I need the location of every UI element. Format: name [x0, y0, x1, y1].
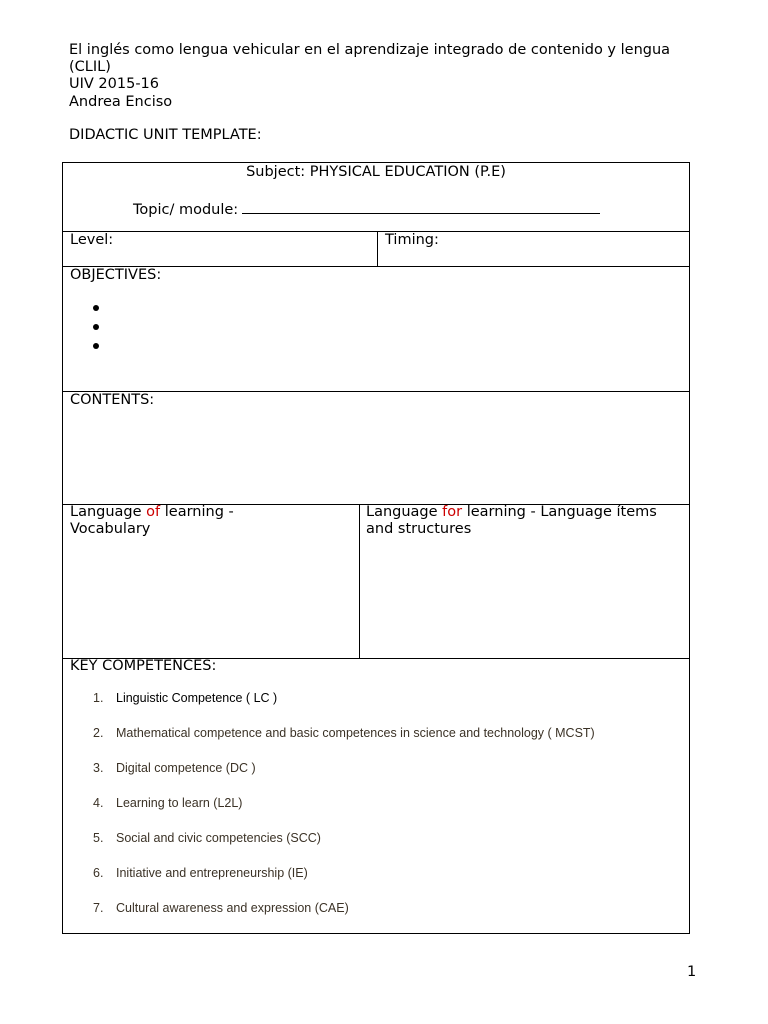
lang-for-pre: Language — [366, 504, 443, 520]
lang-of-highlight: of — [146, 504, 161, 520]
lang-of-desc: Vocabulary — [70, 521, 151, 537]
item-text: Mathematical competence and basic competences in science and technology ( MCST) — [116, 726, 595, 740]
page-number: 1 — [687, 964, 697, 980]
item-text: Digital competence (DC ) — [116, 761, 256, 775]
language-row — [62, 504, 690, 659]
objectives-label: OBJECTIVES: — [70, 267, 162, 283]
list-item — [93, 865, 595, 900]
list-item — [93, 760, 595, 795]
item-number: 6. — [93, 866, 104, 880]
topic-label: Topic/ module: — [133, 202, 239, 218]
item-text: Linguistic Competence ( LC ) — [116, 691, 278, 705]
author-name: Andrea Enciso — [69, 94, 173, 110]
topic-field[interactable] — [133, 199, 600, 219]
language-of-learning-cell — [70, 504, 350, 538]
column-divider — [377, 231, 378, 266]
timing-label: Timing: — [385, 232, 439, 248]
item-number: 2. — [93, 726, 104, 740]
list-item — [93, 795, 595, 830]
course-code: UIV 2015-16 — [69, 76, 160, 92]
contents-row — [62, 391, 690, 505]
lang-of-post: learning - — [160, 504, 234, 520]
item-text: Initiative and entrepreneurship (IE) — [116, 866, 308, 880]
template-title: DIDACTIC UNIT TEMPLATE: — [69, 127, 262, 143]
item-number: 7. — [93, 901, 104, 915]
item-text: Learning to learn (L2L) — [116, 796, 243, 810]
list-item — [93, 900, 595, 935]
subject-row — [62, 162, 690, 232]
list-item — [93, 830, 595, 865]
lang-of-pre: Language — [70, 504, 147, 520]
lang-for-post: learning - — [462, 504, 541, 520]
column-divider — [359, 504, 360, 658]
level-label: Level: — [70, 232, 114, 248]
lang-for-highlight: for — [442, 504, 463, 520]
item-number: 3. — [93, 761, 104, 775]
topic-blank-line — [242, 199, 600, 214]
level-timing-row — [62, 231, 690, 267]
subject-label: Subject: PHYSICAL EDUCATION (P.E) — [246, 164, 506, 180]
contents-label: CONTENTS: — [70, 392, 155, 408]
list-item — [93, 690, 595, 725]
competences-list — [93, 690, 595, 935]
lang-for-desc: Language ítems and structures — [366, 504, 657, 537]
item-number: 5. — [93, 831, 104, 845]
intro-text: El inglés como lengua vehicular en el aprendizaje integrado de contenido y lengua (CLIL) — [69, 42, 671, 75]
key-competences-label: KEY COMPETENCES: — [70, 658, 217, 674]
language-for-learning-cell — [366, 504, 666, 538]
item-number: 1. — [93, 691, 104, 705]
item-text: Cultural awareness and expression (CAE) — [116, 901, 349, 915]
key-competences-row — [62, 658, 690, 934]
list-item — [93, 725, 595, 760]
objectives-row — [62, 266, 690, 392]
item-number: 4. — [93, 796, 104, 810]
item-text: Social and civic competencies (SCC) — [116, 831, 321, 845]
